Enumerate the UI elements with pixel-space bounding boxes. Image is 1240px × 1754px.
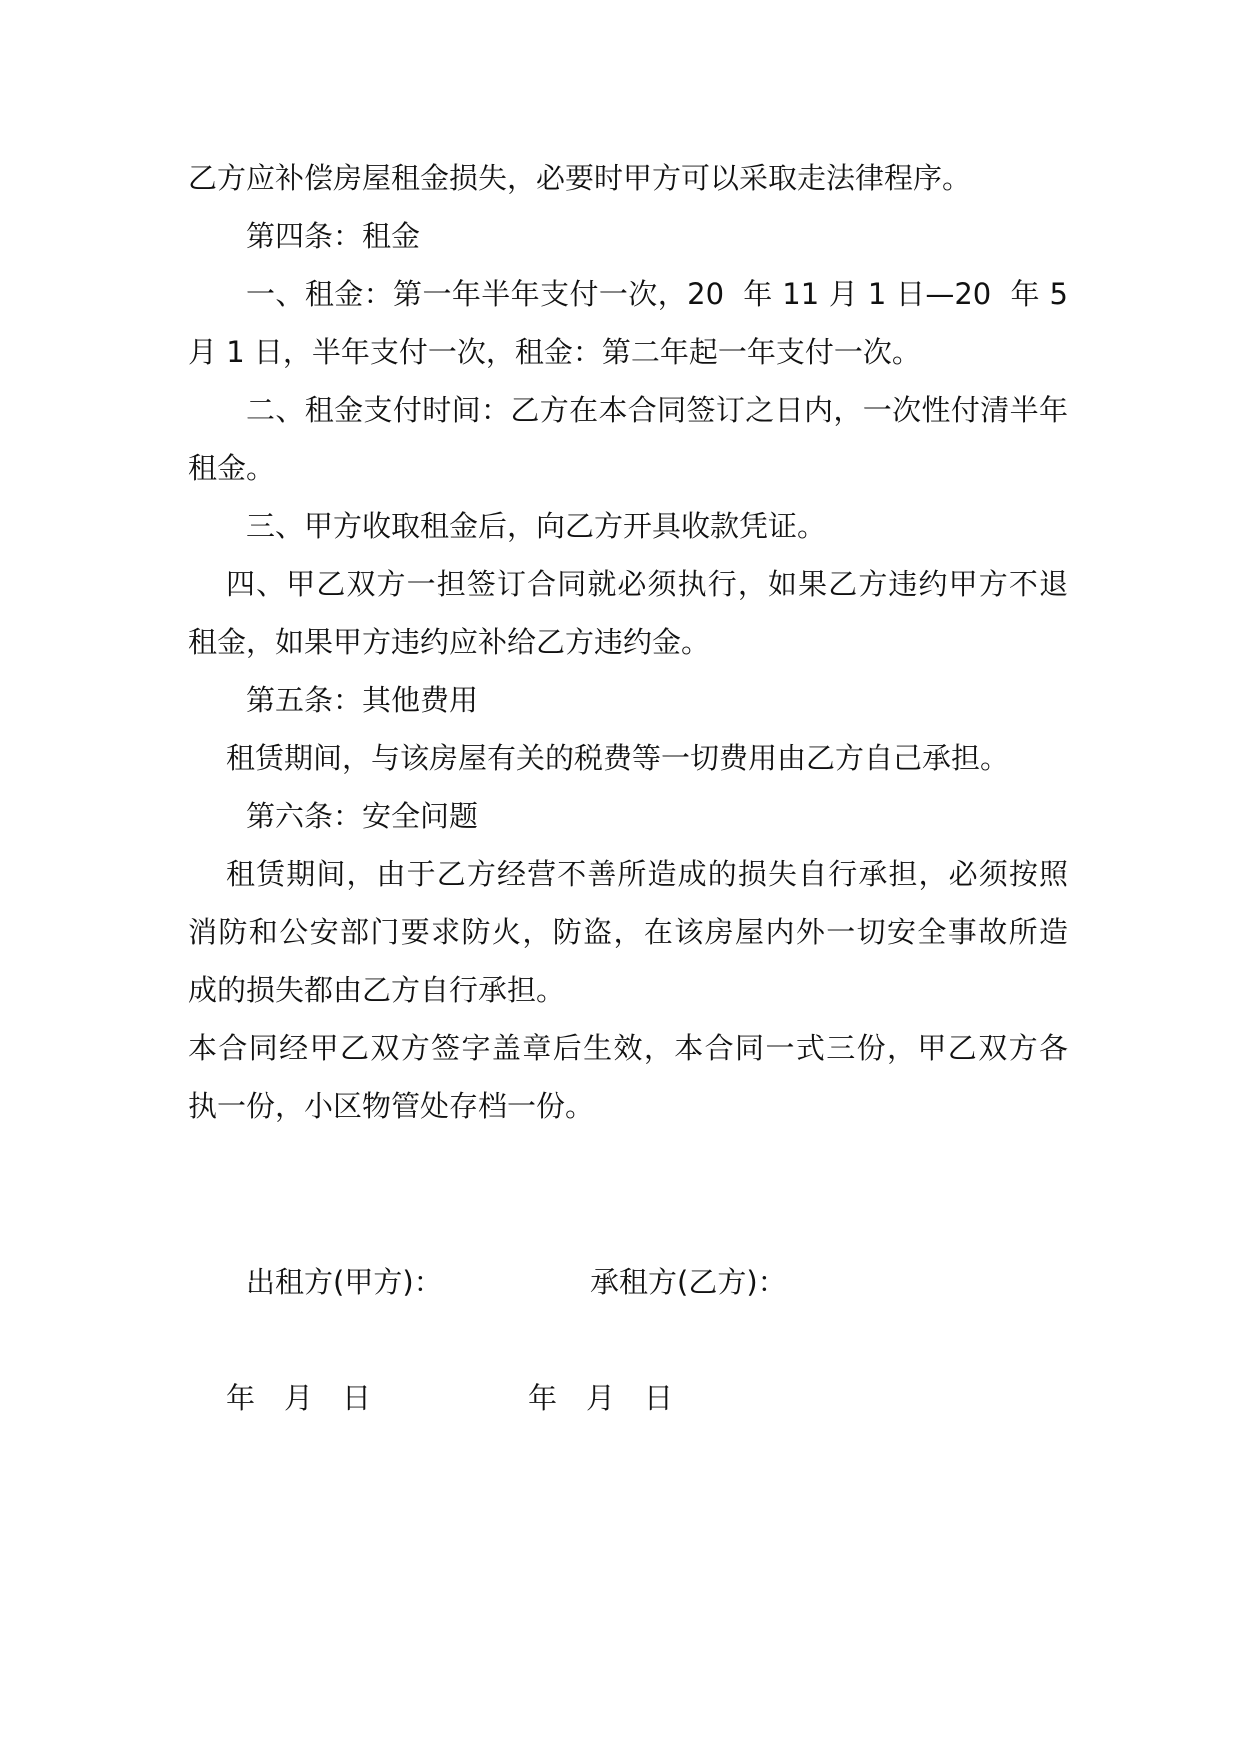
rent-clause-2-line-2: 租金。: [188, 451, 276, 485]
lessor-date: 年 月 日: [226, 1381, 372, 1415]
rent-clause-1-line-2: 月 1 日，半年支付一次，租金：第二年起一年支付一次。: [188, 335, 921, 369]
article-4-heading: 第四条：租金: [246, 219, 421, 253]
lessor-signature-label: 出租方(甲方)：: [246, 1265, 443, 1299]
other-fees-clause: 租赁期间，与该房屋有关的税费等一切费用由乙方自己承担。: [226, 741, 1010, 775]
article-5-heading: 第五条：其他费用: [246, 683, 479, 717]
rent-clause-4-line-2: 租金，如果甲方违约应补给乙方违约金。: [188, 625, 711, 659]
effectiveness-clause-line-1: 本合同经甲乙双方签字盖章后生效，本合同一式三份，甲乙双方各: [188, 1031, 1068, 1065]
safety-clause-line-1: 租赁期间，由于乙方经营不善所造成的损失自行承担，必须按照: [226, 857, 1068, 891]
effectiveness-clause-line-2: 执一份，小区物管处存档一份。: [188, 1089, 595, 1123]
rent-clause-3: 三、甲方收取租金后，向乙方开具收款凭证。: [246, 509, 827, 543]
lessee-signature-label: 承租方(乙方)：: [590, 1265, 787, 1299]
article-6-heading: 第六条：安全问题: [246, 799, 479, 833]
lessee-date: 年 月 日: [528, 1381, 674, 1415]
rent-clause-4-line-1: 四、甲乙双方一担签订合同就必须执行，如果乙方违约甲方不退: [226, 567, 1068, 601]
safety-clause-line-2: 消防和公安部门要求防火，防盗，在该房屋内外一切安全事故所造: [188, 915, 1068, 949]
safety-clause-line-3: 成的损失都由乙方自行承担。: [188, 973, 566, 1007]
rent-clause-1-line-1: 一、租金：第一年半年支付一次，20 年 11 月 1 日—20 年 5: [246, 277, 1068, 311]
rent-clause-2-line-1: 二、租金支付时间：乙方在本合同签订之日内，一次性付清半年: [246, 393, 1068, 427]
paragraph-line-1: 乙方应补偿房屋租金损失，必要时甲方可以采取走法律程序。: [188, 161, 972, 195]
